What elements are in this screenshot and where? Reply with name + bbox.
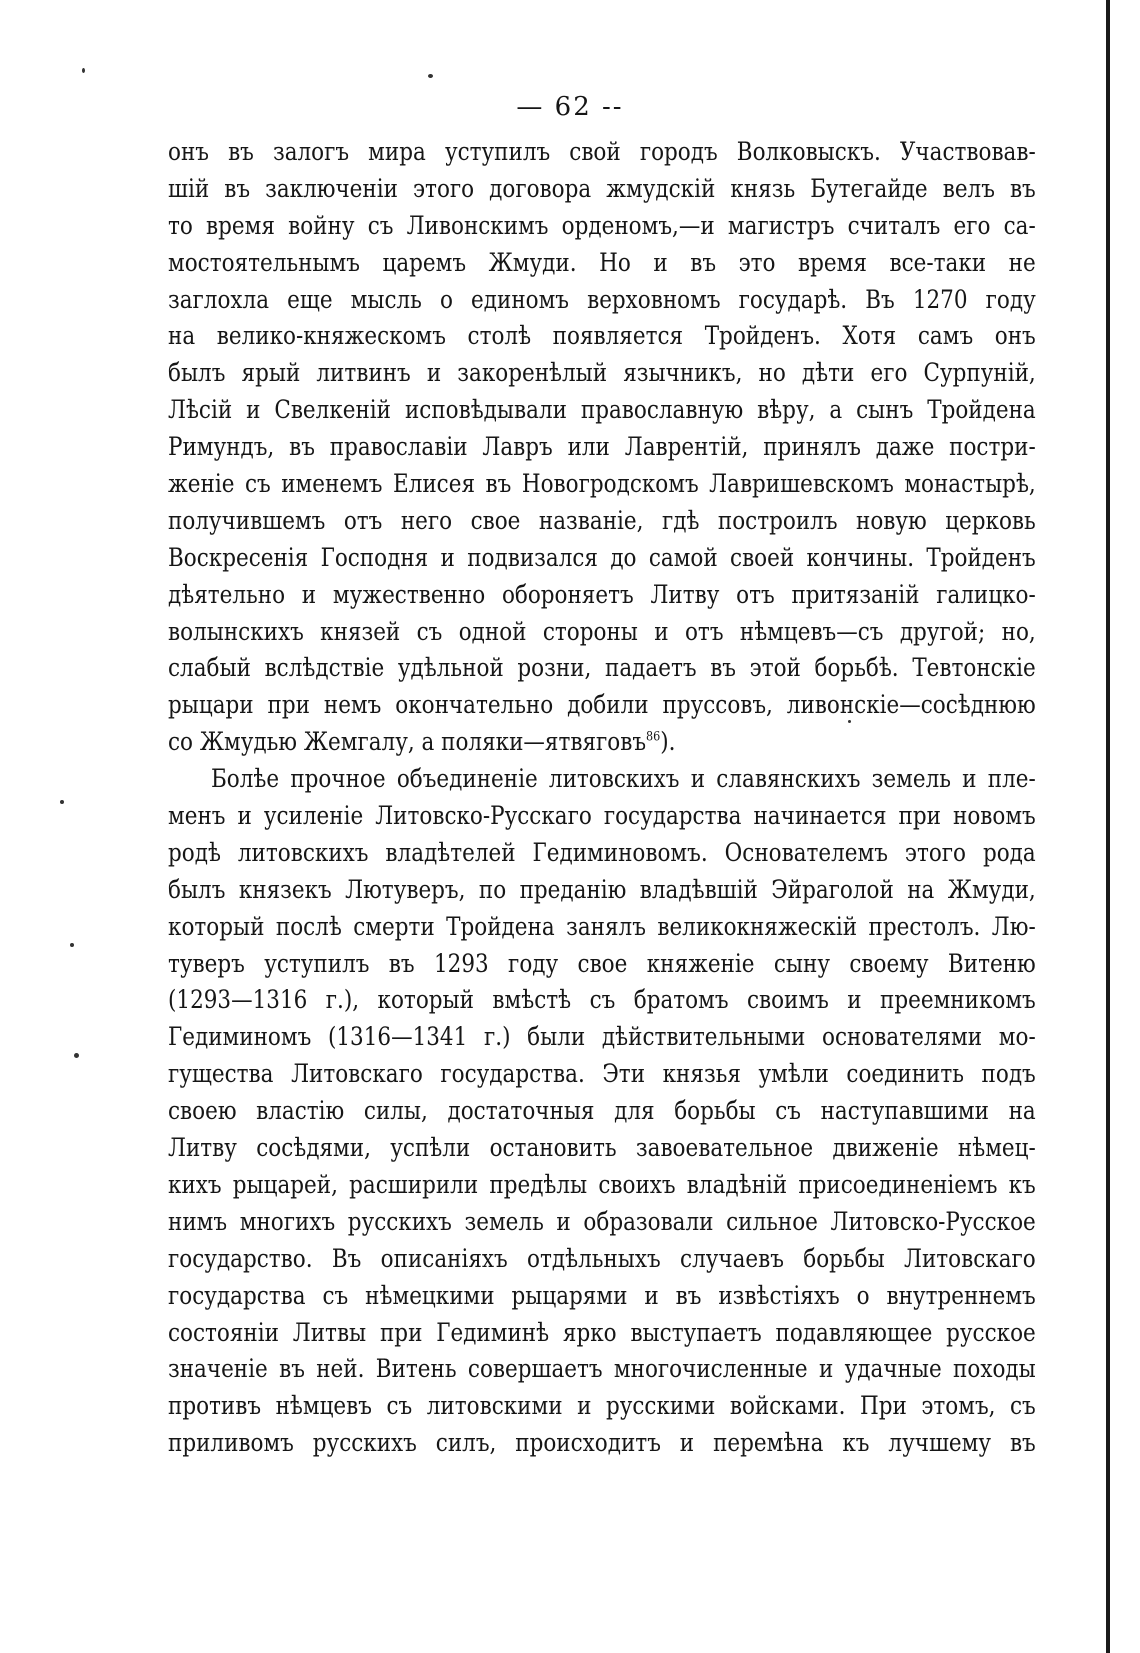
text-line: туверъ уступилъ въ 1293 году свое княженіе сыну своему Витеню <box>168 948 1036 978</box>
text-line: который послѣ смерти Тройдена занялъ великокняжескій престолъ. Лю- <box>168 911 1036 941</box>
scan-speck <box>428 74 433 78</box>
text-line: менъ и усиленіе Литовско-Русскаго государства начинается при новомъ <box>168 801 1036 831</box>
text-line: значеніе въ ней. Витень совершаетъ многочисленные и удачные походы <box>168 1354 1036 1384</box>
text-fragment: ). <box>660 727 676 757</box>
text-line: гущества Литовскаго государства. Эти князья умѣли соединить подъ <box>168 1059 1036 1089</box>
text-line: Литву сосѣдями, успѣли остановить завоевательное движеніе нѣмец- <box>168 1133 1036 1163</box>
text-line: шій въ заключеніи этого договора жмудскій князь Бутегайде велъ въ <box>168 173 1036 203</box>
scan-speck <box>70 943 74 947</box>
text-line: мостоятельнымъ царемъ Жмуди. Но и въ это время все-таки не <box>168 247 1036 277</box>
text-line: дѣятельно и мужественно обороняетъ Литву отъ притязаній галицко- <box>168 579 1036 609</box>
text-line: своею властію силы, достаточныя для борьбы съ наступавшими на <box>168 1096 1036 1126</box>
text-line: Лѣсій и Свелкеній исповѣдывали православную вѣру, а сынъ Тройдена <box>168 395 1036 425</box>
text-line: то время войну съ Ливонскимъ орденомъ,—и магистръ считалъ его са- <box>168 210 1036 240</box>
text-line: былъ ярый литвинъ и закоренѣлый язычникъ, но дѣти его Сурпуній, <box>168 358 1036 388</box>
text-line: заглохла еще мысль о единомъ верховномъ государѣ. Въ 1270 году <box>168 284 1036 314</box>
text-line: состояніи Литвы при Гедиминѣ ярко выступаетъ подавляющее русское <box>168 1317 1036 1347</box>
text-line: приливомъ русскихъ силъ, происходитъ и перемѣна къ лучшему въ <box>168 1428 1036 1458</box>
page-edge-rule <box>1106 0 1110 1653</box>
text-line: Воскресенія Господня и подвизался до самой своей кончины. Тройденъ <box>168 542 1036 572</box>
text-line: государство. Въ описаніяхъ отдѣльныхъ случаевъ борьбы Литовскаго <box>168 1243 1036 1273</box>
text-line <box>168 724 1036 761</box>
text-line: государства съ нѣмецкими рыцарями и въ извѣстіяхъ о внутреннемъ <box>168 1280 1036 1310</box>
text-line: Болѣе прочное объединеніе литовскихъ и славянскихъ земель и пле- <box>211 764 1036 794</box>
text-line: женіе съ именемъ Елисея въ Новогродскомъ Лавришевскомъ монастырѣ, <box>168 469 1036 499</box>
text-line: рыцари при немъ окончательно добили пруссовъ, ливонскіе—сосѣднюю <box>168 690 1036 720</box>
text-line: родѣ литовскихъ владѣтелей Гедиминовомъ. Основателемъ этого рода <box>168 837 1036 867</box>
text-line: Римундъ, въ православіи Лавръ или Лаврентій, принялъ даже постри- <box>168 432 1036 462</box>
text-line: на велико-княжескомъ столѣ появляется Тройденъ. Хотя самъ онъ <box>168 321 1036 351</box>
text-line: слабый вслѣдствіе удѣльной розни, падаетъ въ этой борьбѣ. Тевтонскіе <box>168 653 1036 683</box>
text-line: Гедиминомъ (1316—1341 г.) были дѣйствительными основателями мо- <box>168 1022 1036 1052</box>
scan-speck <box>74 1053 79 1058</box>
text-line: кихъ рыцарей, расширили предѣлы своихъ владѣній присоединеніемъ къ <box>168 1169 1036 1199</box>
text-line: (1293—1316 г.), который вмѣстѣ съ братомъ своимъ и преемникомъ <box>168 985 1036 1015</box>
body-text <box>168 134 1036 1462</box>
text-fragment: со Жмудью Жемгалу, а поляки—ятвяговъ <box>168 727 647 757</box>
text-line: получившемъ отъ него свое названіе, гдѣ построилъ новую церковь <box>168 505 1036 535</box>
text-line: противъ нѣмцевъ съ литовскими и русскими войсками. При этомъ, съ <box>168 1391 1036 1421</box>
text-line: былъ князекъ Лютуверъ, по преданію владѣвшій Эйраголой на Жмуди, <box>168 874 1036 904</box>
footnote-reference: 86 <box>646 729 661 745</box>
scan-speck <box>82 68 85 73</box>
scan-speck <box>60 800 64 804</box>
text-line: нимъ многихъ русскихъ земель и образовали сильное Литовско-Русское <box>168 1206 1036 1236</box>
page-number: — 62 -- <box>516 92 624 122</box>
text-line: онъ въ залогъ мира уступилъ свой городъ Волковыскъ. Участвовав- <box>168 137 1036 166</box>
text-line: волынскихъ князей съ одной стороны и отъ нѣмцевъ—съ другой; но, <box>168 616 1036 646</box>
